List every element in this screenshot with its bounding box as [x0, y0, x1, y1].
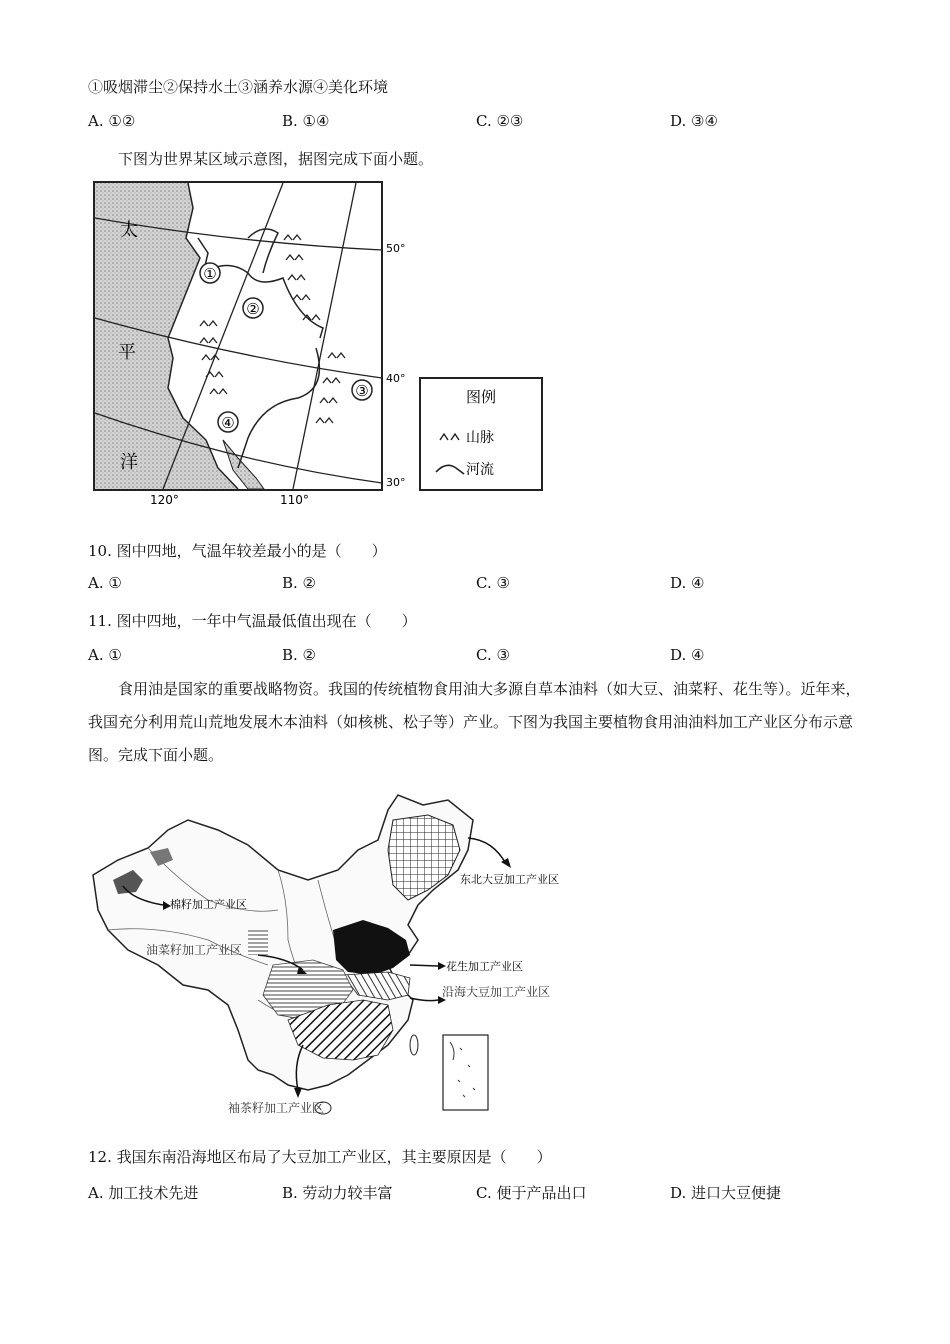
oil-intro-text: 食用油是国家的重要战略物资。我国的传统植物食用油大多源自草本油料（如大豆、油菜籽、花生等）。近年来，我国充分利用荒山荒地发展木本油料（如核桃、松子等）产业。下图为我国主要植物食用油油料加工产业区分布示意图。完成下面小题。 — [88, 680, 861, 764]
q9-option-a: A. ①② — [88, 112, 136, 130]
map1-legend — [420, 378, 542, 490]
q11-option-b: B. ② — [282, 646, 317, 664]
label-cotton: 棉籽加工产业区 — [170, 898, 247, 911]
lat-label-50: 50° — [386, 242, 406, 255]
map1-figure — [88, 178, 548, 508]
point-3 — [352, 380, 372, 400]
ocean-char-3: 洋 — [120, 452, 138, 473]
q12-option-d: D. 进口大豆便捷 — [670, 1184, 782, 1202]
q9-statement: ①吸烟滞尘②保持水土③涵养水源④美化环境 — [88, 78, 389, 96]
label-rapeseed: 油菜籽加工产业区 — [146, 943, 243, 957]
q10-stem: 10. 图中四地，气温年较差最小的是（ ） — [88, 542, 387, 560]
lat-label-40: 40° — [386, 372, 406, 385]
q12-stem: 12. 我国东南沿海地区布局了大豆加工产业区，其主要原因是（ ） — [88, 1148, 552, 1166]
q9-option-d: D. ③④ — [670, 112, 718, 130]
q11-option-a: A. ① — [88, 646, 122, 664]
label-coastal-soy: 沿海大豆加工产业区 — [442, 985, 551, 999]
q10-option-d: D. ④ — [670, 574, 705, 592]
map1-intro: 下图为世界某区域示意图，据图完成下面小题。 — [118, 150, 434, 168]
q10-option-c: C. ③ — [476, 574, 510, 592]
point-1 — [200, 263, 220, 283]
q11-option-d: D. ④ — [670, 646, 705, 664]
label-northeast-soy: 东北大豆加工产业区 — [460, 873, 559, 886]
svg-text:①: ① — [203, 265, 217, 283]
northeast-soy-region — [388, 815, 460, 900]
point-4 — [218, 412, 238, 432]
svg-text:山脉: 山脉 — [466, 430, 494, 446]
q12-option-c: C. 便于产品出口 — [476, 1184, 587, 1202]
svg-text:④: ④ — [221, 414, 235, 432]
svg-text:③: ③ — [355, 382, 369, 400]
q12-option-a: A. 加工技术先进 — [88, 1184, 199, 1202]
q10-option-b: B. ② — [282, 574, 317, 592]
q12-option-b: B. 劳动力较丰富 — [282, 1184, 393, 1202]
q9-option-c: C. ②③ — [476, 112, 524, 130]
svg-text:河流: 河流 — [466, 462, 494, 478]
label-camellia: 袖茶籽加工产业区 — [228, 1101, 325, 1115]
point-2 — [243, 298, 263, 318]
q9-option-b: B. ①④ — [282, 112, 330, 130]
lon-label-110: 110° — [280, 493, 309, 507]
ocean-char-1: 太 — [120, 220, 138, 241]
oil-intro-paragraph — [88, 673, 868, 772]
label-peanut: 花生加工产业区 — [446, 960, 523, 973]
q11-option-c: C. ③ — [476, 646, 510, 664]
lat-label-30: 30° — [386, 476, 406, 489]
svg-text:图例: 图例 — [465, 388, 497, 406]
svg-text:②: ② — [246, 300, 260, 318]
q10-option-a: A. ① — [88, 574, 122, 592]
south-china-sea-inset — [443, 1035, 488, 1110]
lon-label-120: 120° — [150, 493, 179, 507]
ocean-char-2: 平 — [118, 342, 136, 363]
q11-stem: 11. 图中四地，一年中气温最低值出现在（ ） — [88, 612, 417, 630]
map2-china-figure — [88, 790, 588, 1120]
